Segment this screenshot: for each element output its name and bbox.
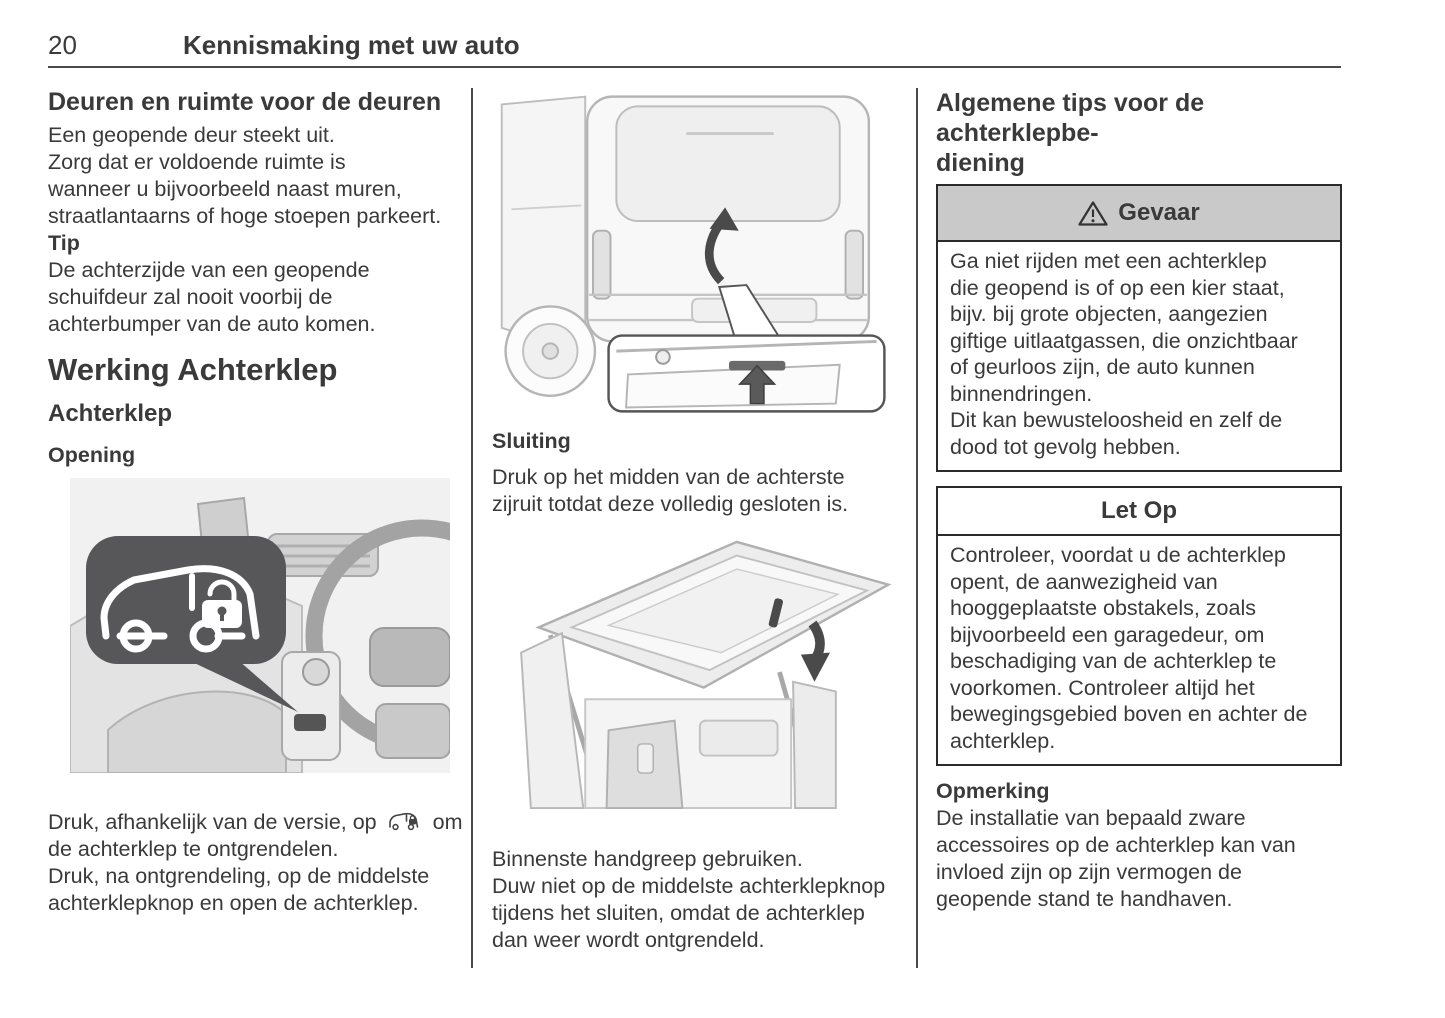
paragraph-line: hooggeplaatste obstakels, zoals	[950, 596, 1256, 620]
paragraph-line: tijdens het sluiten, omdat de achterklep	[492, 901, 865, 925]
van-side	[502, 97, 586, 335]
steering-hub	[370, 628, 450, 686]
caution-box-title: Let Op	[1101, 497, 1177, 524]
paragraph-line: Druk, na ontgrendeling, op de middelste	[48, 864, 430, 888]
paragraph-line: accessoires op de achterklep kan van	[936, 833, 1296, 857]
paragraph-binnenste	[492, 846, 898, 954]
paragraph-line: Controleer, voordat u de achterklep	[950, 543, 1286, 567]
steering-controls	[376, 704, 450, 758]
column-divider	[471, 88, 473, 968]
paragraph-line	[48, 809, 463, 836]
paragraph-sluiting	[492, 464, 898, 518]
caution-box-header	[938, 488, 1340, 536]
taillight-right	[846, 231, 863, 299]
van-lock-callout	[86, 536, 286, 664]
body-pillar-right	[793, 682, 836, 808]
paragraph-line: zijruit totdat deze volledig gesloten is.	[492, 492, 849, 516]
column-right	[936, 88, 1342, 913]
paragraph-line: of geurloos zijn, de auto kunnen	[950, 355, 1255, 379]
unlock-text-after: om	[432, 810, 463, 834]
unlock-text-before: Druk, afhankelijk van de versie, op	[48, 810, 377, 834]
paragraph-line: achterklep.	[950, 728, 1056, 753]
paragraph-line: beschadiging van de achterklep te	[950, 649, 1277, 673]
danger-box-header	[938, 186, 1340, 242]
danger-box-body	[938, 242, 1340, 470]
paragraph-line: achterklepknop en open de achterklep.	[48, 891, 419, 915]
paragraph-line: geopende stand te handhaven.	[936, 887, 1233, 911]
heading-line: Algemene tips voor de achterklepbe-	[936, 89, 1205, 147]
paragraph-line: achterbumper van de auto komen.	[48, 312, 376, 336]
paragraph-unlock	[48, 809, 463, 917]
warning-triangle-icon	[1078, 200, 1108, 227]
paragraph-line: Duw niet op de middelste achterklepknop	[492, 874, 886, 898]
paragraph-line: voorkomen. Controleer altijd het	[950, 675, 1255, 700]
paragraph-line: bijvoorbeeld een garagedeur, om	[950, 622, 1265, 647]
column-left	[48, 88, 463, 917]
door-trim-pocket	[700, 721, 778, 756]
paragraph-line: invloed zijn op zijn vermogen de	[936, 860, 1242, 884]
paragraph-line: De installatie van bepaald zware	[936, 806, 1246, 830]
paragraph-line: schuifdeur zal nooit voorbij de	[48, 285, 333, 309]
header-rule	[48, 66, 1341, 68]
tailgate-inner-handle-illustration	[492, 530, 898, 818]
section-heading-tips	[936, 88, 1342, 178]
danger-box-title: Gevaar	[1118, 199, 1200, 226]
column-middle	[492, 88, 898, 954]
page-title: Kennismaking met uw auto	[183, 30, 520, 60]
paragraph-line: De achterzijde van een geopende	[48, 258, 370, 282]
danger-box	[936, 184, 1342, 472]
paragraph-line: binnendringen.	[950, 381, 1093, 406]
paragraph-line: Dit kan bewusteloosheid en zelf de	[950, 408, 1283, 432]
mirror-adjust-knob	[303, 659, 329, 685]
paragraph-line: opent, de aanwezigheid van	[950, 569, 1218, 594]
caution-box-body	[938, 536, 1340, 764]
chapter-heading-tailgate: Werking Achterklep	[48, 352, 338, 387]
page-number: 20	[48, 30, 77, 60]
paragraph-line: straatlantaarns of hoge stoepen parkeert.	[48, 204, 442, 228]
paragraph-line: Binnenste handgreep gebruiken.	[492, 847, 803, 871]
paragraph-line: bewegingsgebied boven en achter de	[950, 702, 1308, 726]
rear-window	[616, 106, 839, 221]
rear-camera	[656, 350, 670, 364]
headrest-latch	[638, 744, 654, 773]
tailgate-unlock-switch	[294, 714, 326, 731]
remark-section	[936, 778, 1342, 913]
paragraph-line: Druk op het midden van de achterste	[492, 465, 845, 489]
paragraph-line: dan weer wordt ontgrendeld.	[492, 928, 765, 952]
subsection-heading-sluiting: Sluiting	[492, 429, 571, 453]
paragraph-line: wanneer u bijvoorbeeld naast muren,	[48, 177, 402, 201]
paragraph-line: Zorg dat er voldoende ruimte is	[48, 150, 346, 174]
paragraph-line: Een geopende deur steekt uit.	[48, 123, 335, 147]
paragraph-line: dood tot gevolg hebben.	[950, 434, 1181, 459]
remark-label: Opmerking	[936, 779, 1050, 803]
taillight-left	[593, 231, 610, 299]
heading-line: diening	[936, 149, 1025, 177]
paragraph-line: de achterklep te ontgrendelen.	[48, 837, 339, 861]
van-lock-icon	[387, 812, 423, 831]
column-divider	[916, 88, 918, 968]
paragraph-line: giftige uitlaatgassen, die onzichtbaar	[950, 328, 1298, 353]
subsection-heading-opening: Opening	[48, 443, 136, 467]
paragraph-line: Ga niet rijden met een achterklep	[950, 249, 1267, 273]
paragraph-line: die geopend is of op een kier staat,	[950, 275, 1285, 300]
paragraph-line: bijv. bij grote objecten, aangezien	[950, 302, 1268, 326]
caution-box	[936, 486, 1342, 766]
section-heading-doors: Deuren en ruimte voor de deuren	[48, 88, 442, 116]
tailgate-unlock-interior-illustration	[70, 478, 450, 773]
tailgate-open-exterior-illustration	[492, 88, 898, 420]
paragraph-doors	[48, 122, 452, 338]
tip-label: Tip	[48, 231, 80, 255]
subsection-heading-achterklep: Achterklep	[48, 400, 173, 427]
pull-down-arrowhead	[801, 653, 830, 682]
